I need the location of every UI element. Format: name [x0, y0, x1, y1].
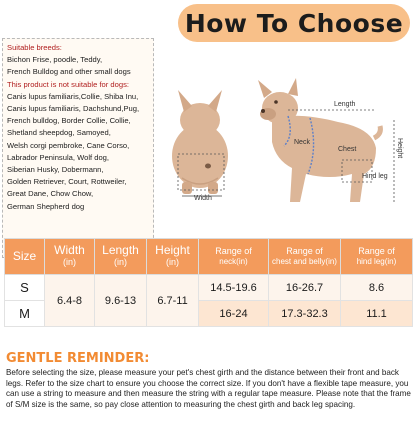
neck-cell: 16-24	[199, 301, 269, 327]
hind-leg-label: Hind leg	[362, 173, 388, 180]
length-cell: 9.6-13	[95, 275, 147, 327]
header-neck-range: Range of neck(in)	[199, 239, 269, 275]
height-cell: 6.7-11	[147, 275, 199, 327]
width-label: Width	[194, 195, 212, 202]
hind-leg-cell: 8.6	[341, 275, 413, 301]
reminder-text: Before selecting the size, please measure your pet's chest girth and the distance between their front and back legs. Refer to the size chart to ensure you choose the correct size. If you don't have a flexible tape measure, you can use a string to measure and then measure the string with a regular tape measure. Please note that the frame of S/M size is the same, so pay close attention to measuring the chest girth and back leg spacing.	[6, 368, 411, 409]
neck-label: Neck	[294, 139, 310, 146]
suitable-breeds-heading: Suitable breeds:	[7, 43, 62, 52]
breeds-panel	[2, 38, 154, 258]
reminder-title: GENTLE REMINDER:	[6, 351, 150, 366]
header-height: Height (in)	[147, 239, 199, 275]
header-length: Length (in)	[95, 239, 147, 275]
header-hind-leg-range: Range of hind leg(in)	[341, 239, 413, 275]
table-row	[5, 275, 413, 301]
header-size: Size	[5, 239, 45, 275]
chest-label: Chest	[338, 146, 357, 153]
header-chest-range: Range of chest and belly(in)	[269, 239, 341, 275]
suitable-breed-line: French Bulldog and other small dogs	[7, 67, 131, 77]
size-cell: M	[5, 301, 45, 327]
unsuitable-breed-line: German Shepherd dog	[7, 201, 85, 211]
height-label: Height	[396, 138, 403, 159]
hind-leg-cell: 11.1	[341, 301, 413, 327]
measurement-illustration	[160, 56, 414, 212]
size-chart-table	[4, 238, 413, 327]
unsuitable-breed-line: Great Dane, Chow Chow,	[7, 189, 94, 199]
unsuitable-breed-line: Canis lupus familiaris,Collie, Shiba Inu,	[7, 91, 139, 101]
unsuitable-breeds-heading: This product is not suitable for dogs:	[7, 79, 129, 89]
chest-cell: 16-26.7	[269, 275, 341, 301]
size-cell: S	[5, 275, 45, 301]
unsuitable-breed-line: French bulldog, Border Collie, Collie,	[7, 116, 131, 126]
unsuitable-breed-line: Golden Retriever, Court, Rottweiler,	[7, 177, 127, 187]
unsuitable-breed-line: Shetland sheepdog, Samoyed,	[7, 128, 111, 138]
unsuitable-breed-line: Welsh corgi pembroke, Cane Corso,	[7, 140, 130, 150]
neck-cell: 14.5-19.6	[199, 275, 269, 301]
length-label: Length	[334, 101, 356, 108]
page-title: How To Choose	[184, 8, 404, 38]
dog-rear-view	[172, 90, 228, 194]
unsuitable-breed-line: Siberian Husky, Dobermann,	[7, 165, 104, 175]
title-banner	[178, 4, 410, 42]
width-cell: 6.4-8	[45, 275, 95, 327]
table-header-row	[5, 239, 413, 275]
suitable-breed-line: Bichon Frise, poodle, Teddy,	[7, 55, 103, 65]
dog-side-view	[258, 78, 380, 202]
unsuitable-breed-line: Canis lupus familiaris, Dachshund,Pug,	[7, 104, 140, 114]
chest-cell: 17.3-32.3	[269, 301, 341, 327]
unsuitable-breed-line: Labrador Peninsula, Wolf dog,	[7, 152, 110, 162]
header-width: Width (in)	[45, 239, 95, 275]
